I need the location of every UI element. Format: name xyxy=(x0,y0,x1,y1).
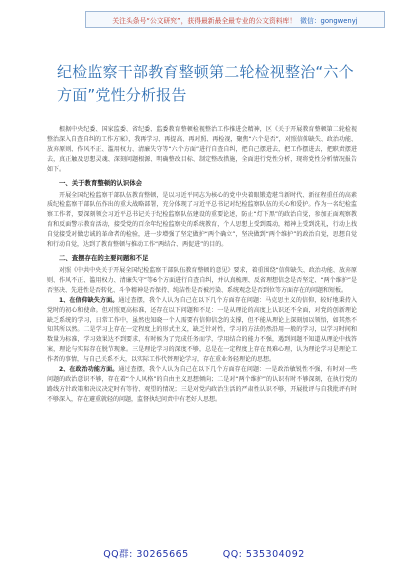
document-title-line2: 方面”党性分析报告 xyxy=(57,86,187,104)
qq-number: QQ: 535304092 xyxy=(222,549,305,560)
promo-banner-text: 关注头条号“公文研究”，获得最新最全最专业的公文资料库！ xyxy=(112,16,297,25)
section2-heading: 二、查摆存在的主要问题和不足 xyxy=(59,253,149,262)
section2-paragraph: 对照《中共中央关于开展全国纪检监察干部队伍教育整顿的意见》要求，着重围绕“信仰缺失、政治功能、放弃原则、作风不正、滥用权力、清廉失守”等6个方面进行自查自纠，并认真梳理、反省理想信念是否坚定、“两个维护”是否坚决、先进性是否转化、斗争精神是否保持、纯洁性是否被污染、系统观念是否到位等方面存在的问题和短板。 xyxy=(47,266,357,294)
section1-heading: 一、关于教育整顿的认识体会 xyxy=(59,178,143,187)
item1-lead: 1、在信仰缺失方面。 xyxy=(59,296,119,304)
intro-paragraph: 根据中央纪委、国家监委、省纪委、监委教育整顿检视整治工作推进会精神，区《关于开展教育整顿第二轮检视整治深入自查自纠的工作方案》，我再学习、再提高、再对照、再检视，聚焦“六个是否”，对照信仰缺失、政治功能、放弃原则、作风不正、滥用权力、清廉失守等“六个方面”进行自查自纠，把自己摆进去，把工作摆进去，把职责摆进去，真正触及思想灵魂、深刻问题根源、明确整改目标、制定整改措施，全面进行党性分析，现将党性分析情况报告如下。 xyxy=(47,126,357,173)
footer-contact xyxy=(0,546,408,560)
wechat-id: 微信：gongwenyj xyxy=(300,16,358,25)
item1-paragraph xyxy=(47,296,357,365)
document-title-line1: 纪检监察干部教育整顿第二轮检视整治“六个 xyxy=(57,63,354,81)
qq-group: QQ群: 30265665 xyxy=(103,549,189,560)
promo-banner xyxy=(85,11,385,28)
section1-paragraph: 开展全国纪检监察干部队伍教育整顿，是以习近平同志为核心的党中央着眼锻造堪当新时代、新征程重任的高素质纪检监察干部队伍作出的重大战略部署，充分体现了习近平总书记对纪检监察队伍的关心和爱护。作为一名纪检监察工作者，要深刻领会习近平总书记关于纪检监察队伍建设的重要论述，防止“灯下黑”的政治自觉，参加正面观察教育和反面警示教育活动，接受党的百余年纪检监察史的系统教育，个人思想上受到震动，精神上受到洗礼，行动上找自觉接受对做忠诚的革命者的检验，进一步增强了坚定做护“两个确立”，坚决做到“两个维护”的政治自觉，思想自觉和行动自觉，达到了教育整顿与推动工作“两结合、两促进”的目的。 xyxy=(47,191,357,249)
item2-lead: 2、在政治功能方面。 xyxy=(59,366,119,374)
item2-text: 通过查摆，我个人认为自己在以下几个方面存在问题：一是政治敏锐性不强，有时对一些问题的政治意识不够，存在着“个人风格”的自由主义思想倾向；二是对“两个维护”的认识有时不够深刻，在执行党的路线方针政策和决议决定时有等待、观望的情况；三是对党内政治生活的严肃性认识不够，开展批评与自我批评有时不够深入，存在避重就轻的问题，监督执纪问责中有老好人思想。 xyxy=(47,366,357,403)
item2-paragraph xyxy=(47,365,357,405)
item1-text: 通过查摆，我个人认为自己在以下几个方面存在问题：马克思主义的信仰，较好地秉持入党时的初心和使命。但对照更高标准，还存在以下问题和不足：一是从理论的高度上认识还不全面，对党的创新理论缺乏系统的学习，日常工作中，虽然也知晓一个人需要有信仰信念的支撑，但不能从理论上深刻加以领悟，如其然不知其所以然。二是学习上存在一定程度上的形式主义，缺乏针对性，学习的方法仍然沿用一般的学习，以学习时间和数量为标准，学习效果达不到要求，有时候为了完成任务而学，学用结合的能力不强，遇到问题不知道从理论中找答案，理论与实际存在脱节现象。三是理论学习的深度不够，总是在一定程度上存在畏难心理，认为理论学习是理论工作者的事情，与自己关系不大，以实际工作代替理论学习，存在重业务轻理论的思想。 xyxy=(47,296,357,364)
document-body xyxy=(47,125,357,543)
